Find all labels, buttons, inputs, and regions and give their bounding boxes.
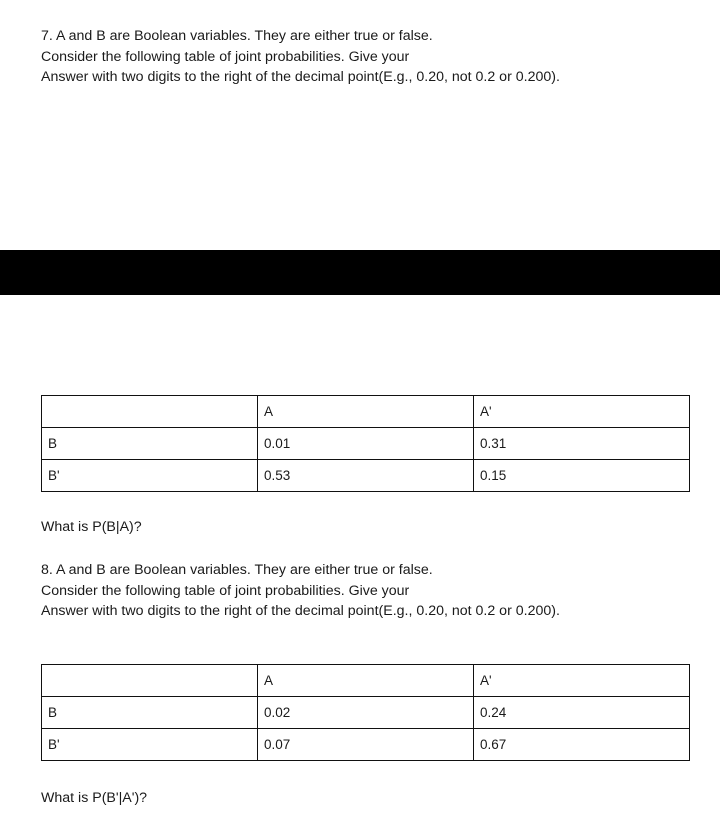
table-header-cell: A	[258, 665, 474, 697]
question-7-instructions	[41, 26, 560, 88]
table-cell: 0.53	[258, 460, 474, 492]
table-cell: 0.24	[474, 697, 690, 729]
table-row	[42, 460, 690, 492]
table-header-cell: A'	[474, 665, 690, 697]
table-cell: B	[42, 697, 258, 729]
table-cell: B	[42, 428, 258, 460]
table-cell: 0.67	[474, 729, 690, 761]
table-cell: 0.31	[474, 428, 690, 460]
table-cell: 0.07	[258, 729, 474, 761]
table-header-row	[42, 396, 690, 428]
table-row	[42, 428, 690, 460]
table-cell: 0.02	[258, 697, 474, 729]
q8-question: What is P(B'|A')?	[41, 790, 148, 806]
q8-line-2: Consider the following table of joint probabilities. Give your	[41, 582, 410, 599]
cropped-previous-text	[96, 0, 356, 3]
redaction-bar	[0, 250, 720, 295]
question-8-instructions	[41, 560, 560, 622]
table-header-cell	[42, 396, 258, 428]
table-row	[42, 729, 690, 761]
q7-line-3: Answer with two digits to the right of the decimal point(E.g., 0.20, not 0.2 or 0.200).	[41, 69, 560, 85]
q7-line-2: Consider the following table of joint probabilities. Give your	[41, 48, 410, 65]
q8-line-3: Answer with two digits to the right of the decimal point(E.g., 0.20, not 0.2 or 0.200).	[41, 603, 560, 619]
q7-question: What is P(B|A)?	[41, 519, 142, 535]
table-cell: B'	[42, 729, 258, 761]
table-cell: 0.15	[474, 460, 690, 492]
q8-joint-probability-table	[41, 664, 690, 761]
table-row	[42, 697, 690, 729]
table-cell: B'	[42, 460, 258, 492]
q7-joint-probability-table	[41, 395, 690, 492]
table-header-row	[42, 665, 690, 697]
table-header-cell: A	[258, 396, 474, 428]
table-header-cell: A'	[474, 396, 690, 428]
q7-line-1: 7. A and B are Boolean variables. They are either true or false.	[41, 28, 433, 44]
table-cell: 0.01	[258, 428, 474, 460]
table-header-cell	[42, 665, 258, 697]
q8-line-1: 8. A and B are Boolean variables. They are either true or false.	[41, 562, 433, 578]
